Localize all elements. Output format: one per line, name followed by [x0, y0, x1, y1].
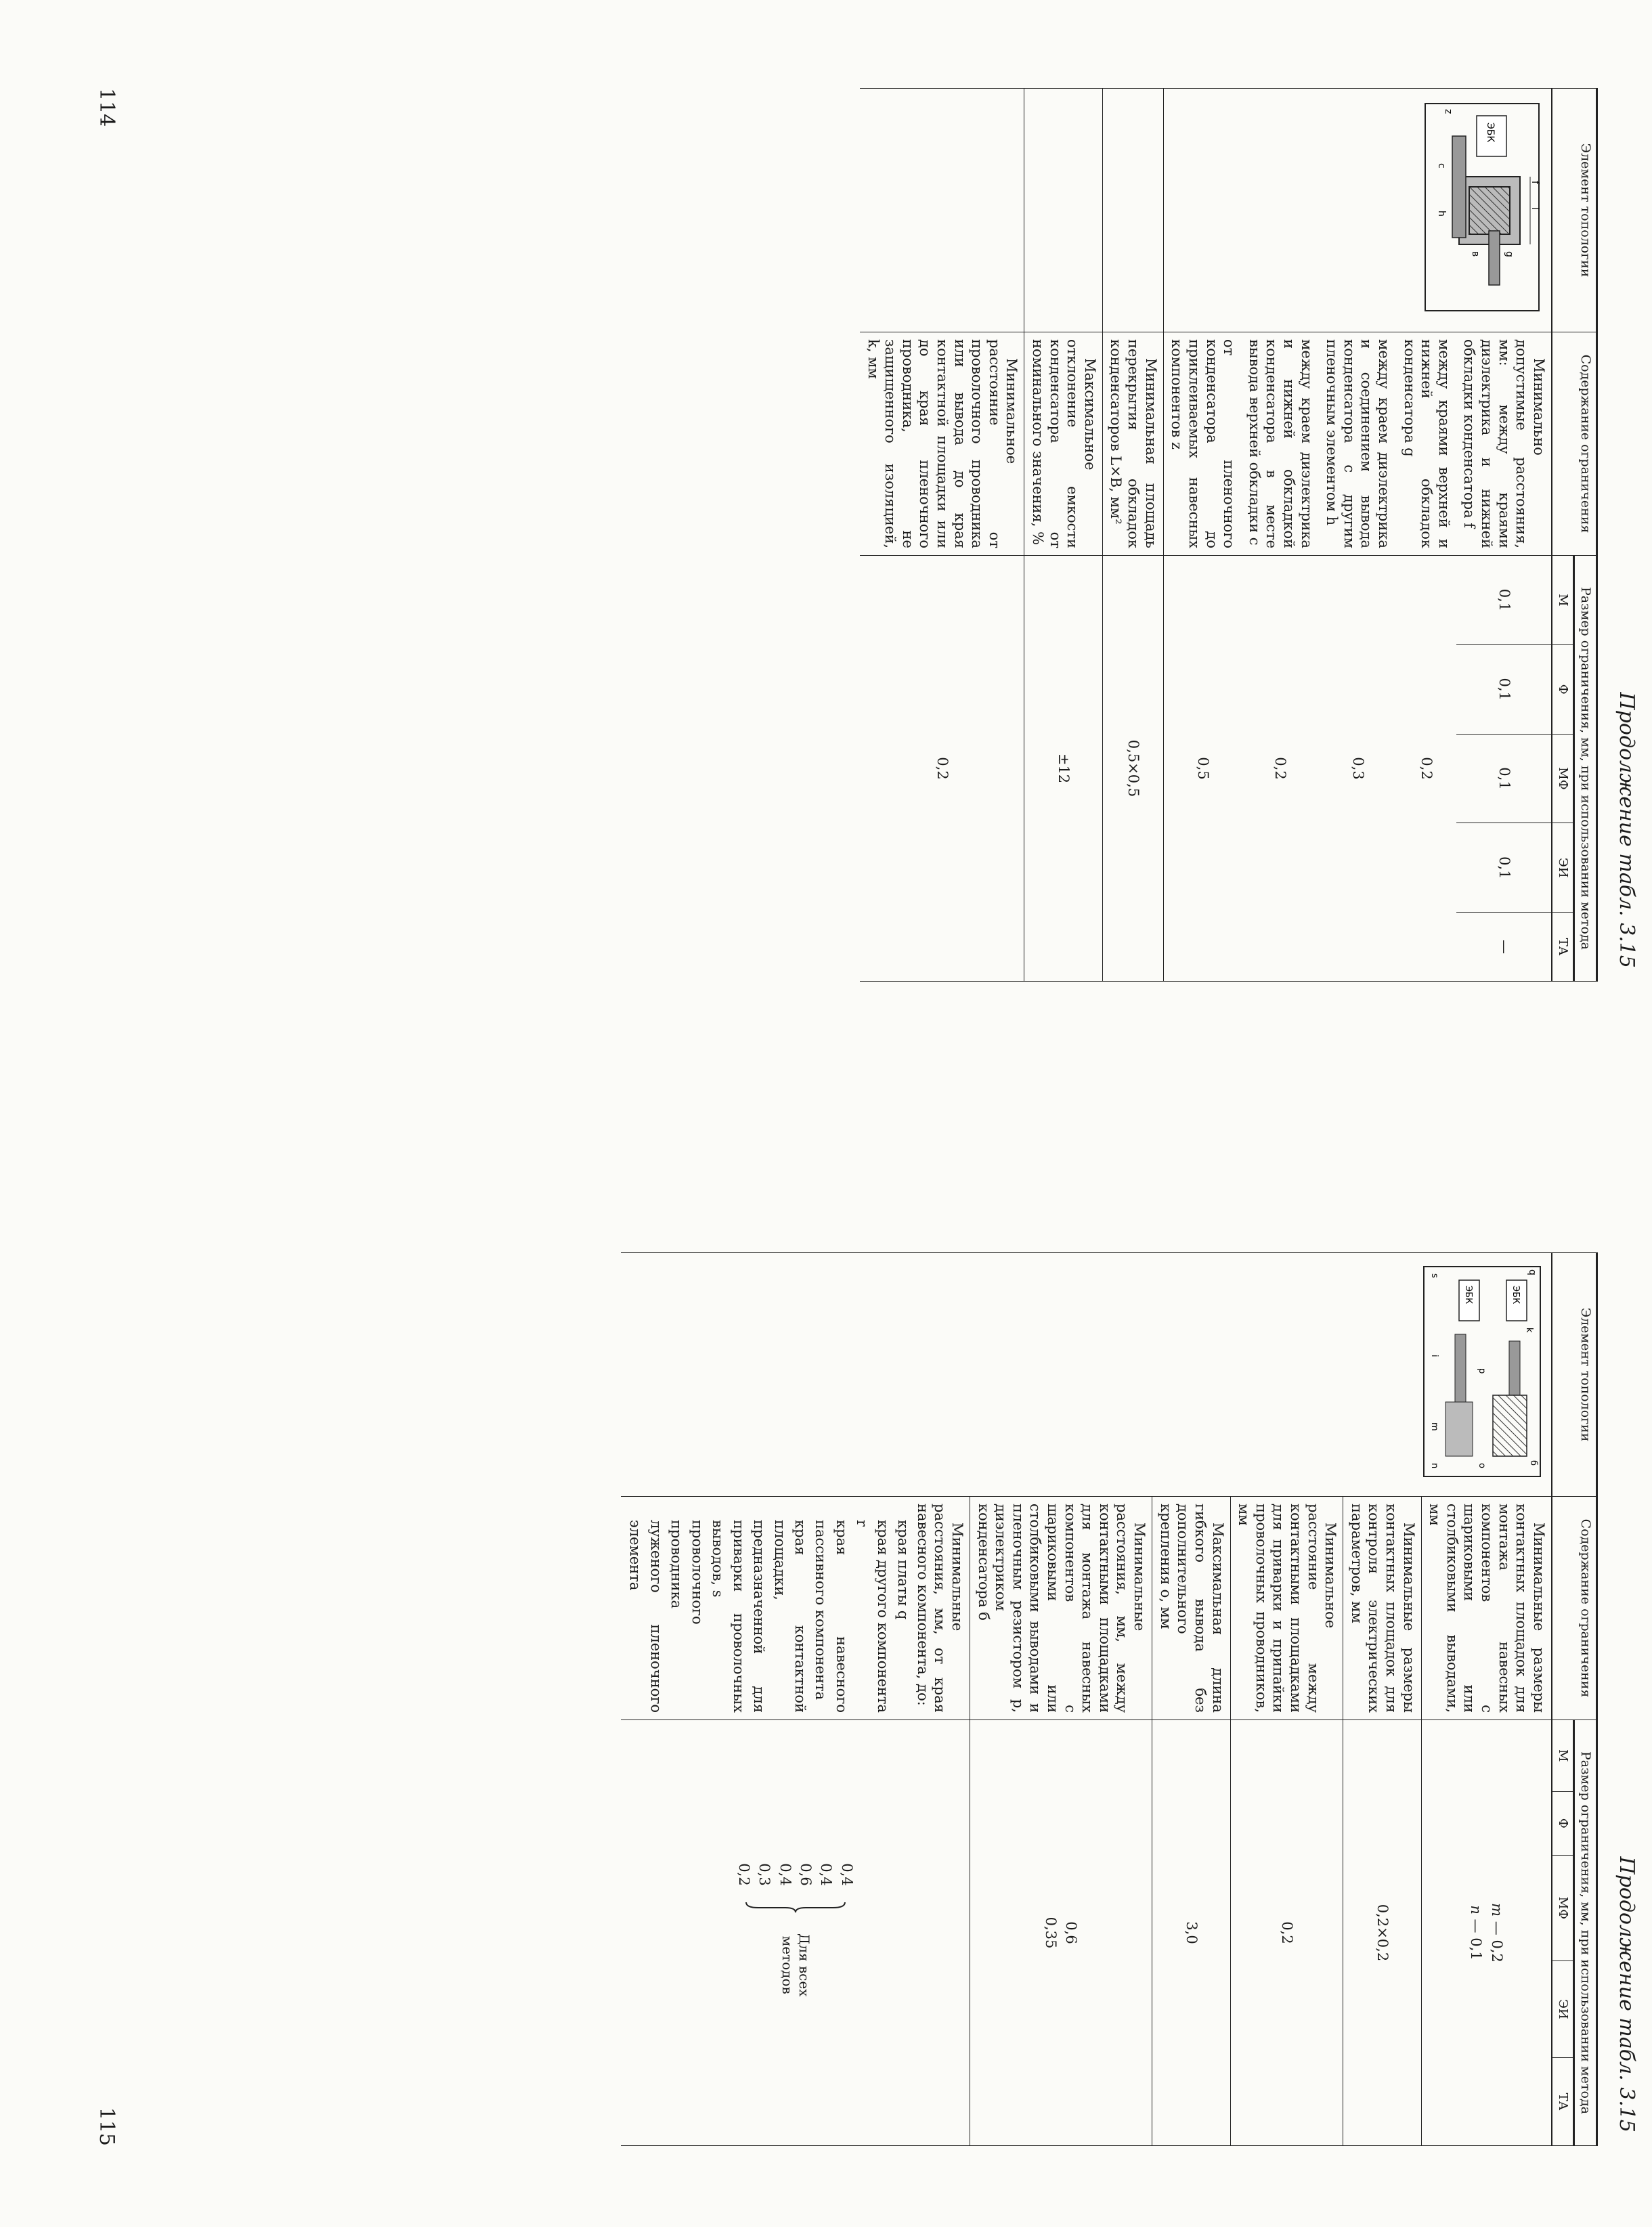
- row-text-4: между краем диэлектрика и нижней обкладкой конденсатора в месте вывода верхней обкладки c: [1241, 332, 1318, 556]
- component-mounting-diagram: [1418, 1260, 1547, 1483]
- row-6-item-2: края другого компонента r: [854, 1520, 891, 1713]
- row-value-4: 0,2: [1241, 556, 1318, 982]
- row-value-1-mf: 0,1: [1456, 734, 1552, 823]
- diagram-label-s: s: [1429, 1273, 1439, 1278]
- table-continuation-label: Продолжение табл. 3.15: [1615, 692, 1638, 968]
- row-value-7: ±12: [1024, 556, 1102, 982]
- header-content: Содержание ограничения: [1552, 1497, 1597, 1720]
- diagram-label-l: l: [1529, 207, 1540, 210]
- curly-brace-icon: [745, 1901, 846, 1913]
- row-6-item-5: проволочного проводника: [668, 1520, 705, 1625]
- row-6-value-1: 0,4: [838, 1863, 855, 1886]
- header-element: Элемент топологии: [1552, 89, 1597, 332]
- diagram-label-c: c: [1435, 163, 1447, 169]
- row-text-4: Максимальная длина гибкого вывода без дополнительного крепления о, мм: [1152, 1497, 1230, 1720]
- diagram-label-ebk: ЭБК: [1484, 123, 1496, 143]
- table-continuation-label: Продолжение табл. 3.15: [1615, 1856, 1638, 2132]
- row-6-value-6: 0,2: [735, 1863, 752, 1886]
- diagram-label-b: в: [1469, 251, 1481, 257]
- header-method-ta: ТА: [1552, 913, 1573, 982]
- diagram-label-i: i: [1429, 1355, 1439, 1357]
- row-text-6: Минимальная площадь перекрытия обкладок конденсаторов L×B, мм²: [1102, 332, 1163, 556]
- row-1-sub-n: n: [1468, 1905, 1485, 1914]
- capacitor-diagram-cell: [1163, 89, 1552, 332]
- mounting-diagram-cell: [621, 1253, 1552, 1497]
- diagram-label-k: k: [1523, 1328, 1534, 1333]
- diagram-label-p: p: [1476, 1368, 1487, 1374]
- row-6-value-3: 0,6: [797, 1863, 814, 1886]
- row-text-2: между краями верхней и нижней обкладок конденсатора g: [1396, 332, 1456, 556]
- row-value-3: 0,2: [1230, 1720, 1343, 2146]
- diagram-label-n: n: [1429, 1463, 1439, 1469]
- constraints-table: [860, 88, 1598, 982]
- row-value-3: 0,3: [1319, 556, 1396, 982]
- row-value-2: 0,2×0,2: [1343, 1720, 1421, 2146]
- row-text-5: Минимальные расстояния, мм, между контактными площадками для монтажа навесных компонентов с шариковыми или столбиковыми выводами и пленочным резистором р, диэлектриком конденсатора б: [970, 1497, 1152, 1720]
- row-1-value-n: 0,1: [1468, 1937, 1485, 1961]
- row-value-4: 3,0: [1152, 1720, 1230, 2146]
- row-6-value-5: 0,3: [756, 1863, 773, 1886]
- row-6-value-2: 0,4: [818, 1863, 835, 1886]
- row-6-item-3: края навесного пассивного компонента: [812, 1520, 850, 1713]
- header-element: Элемент топологии: [1552, 1253, 1597, 1497]
- row-6-item-6: луженого пленочного элемента: [627, 1520, 664, 1713]
- header-method-f: Ф: [1552, 1791, 1573, 1855]
- header-content: Содержание ограничения: [1552, 332, 1597, 556]
- constraints-table: Элемент топологии Содержание ограничения Размер ограничения, мм, при использовании метода М Ф МФ ЭИ ТА q ЭБК ЭБК k s p m n o i б Минимальные размеры контактных площадок для монтажа навесных компонентов с шариковыми или столбиковыми выводами, мм m — 0,2 n — 0,1 Минимальные размеры контактных площадок для контроля электрических параметров, мм 0,2×0,2 Минимальное расстояние между контактными площадками для приварки и припайки проволочных проводников, мм 0,2 Максимальная длина гибкого вывода без дополнительного крепления о, мм 3,0 Минимальные расстояния, мм, между контактными площадками для монтажа навесных компонентов с шариковыми или столбиковыми выводами и пленочным резистором р, диэлектриком конденсатора б 0,6 0,35 Минимальные расстояния, мм, от края навесного компонента, до: края платы q края другого компонента r края навесного пассивного компонента края контактной площадки, предназначенной для приварки проволочных выводов, s проволочного проводника луженого пленочного элемента 0,4 0,4 0,6 0,4 0,3 0,2 Для всех методов: [621, 1252, 1598, 2146]
- row-value-2: 0,2: [1396, 556, 1456, 982]
- row-text-3: между краем диэлектрика и соединением вывода конденсатора с другим пленочным элементом h: [1319, 332, 1396, 556]
- header-method-ta: ТА: [1552, 2057, 1573, 2145]
- row-1-sub-m: m: [1488, 1903, 1505, 1917]
- row-text-1: Минимально допустимые расстояния, мм: между краями диэлектрика и нижней обкладки конденсатора f: [1456, 332, 1552, 556]
- diagram-label-ebk-1: ЭБК: [1510, 1286, 1521, 1305]
- page-114: [0, 0, 1652, 968]
- row-text-2: Минимальные размеры контактных площадок для контроля электрических параметров, мм: [1343, 1497, 1421, 1720]
- header-size: Размер ограничения, мм, при использовании метода: [1573, 556, 1596, 982]
- row-value-1-ei: 0,1: [1456, 823, 1552, 913]
- header-method-ei: ЭИ: [1552, 1961, 1573, 2057]
- diagram-label-g: g: [1503, 251, 1515, 257]
- row-text-3: Минимальное расстояние между контактными площадками для приварки и припайки проволочных проводников, мм: [1230, 1497, 1343, 1720]
- row-6-value-4: 0,4: [777, 1863, 794, 1886]
- header-method-mf: МФ: [1552, 1855, 1573, 1961]
- page-number-114: 114: [95, 88, 118, 127]
- row-6-item-1: края платы q: [895, 1520, 912, 1620]
- header-method-ei: ЭИ: [1552, 823, 1573, 913]
- diagram-label-f: f: [1529, 181, 1540, 184]
- row-value-1-m: 0,1: [1456, 556, 1552, 645]
- diagram-label-z: z: [1442, 109, 1454, 114]
- row-value-5: 0,5: [1163, 556, 1241, 982]
- header-size: Размер ограничения, мм, при использовании метода: [1573, 1720, 1596, 2146]
- page-number-115: 115: [95, 2107, 118, 2146]
- row-text-1: Минимальные размеры контактных площадок для монтажа навесных компонентов с шариковыми или столбиковыми выводами, мм: [1421, 1497, 1552, 1720]
- row-text-5: от пленочного конденсатора до приклеиваемых навесных компонентов z: [1163, 332, 1241, 556]
- page-115: [0, 1164, 1652, 2146]
- header-method-m: М: [1552, 556, 1573, 645]
- header-method-m: М: [1552, 1720, 1573, 1792]
- row-value-1-ta: —: [1456, 913, 1552, 982]
- diagram-label-b: б: [1527, 1460, 1538, 1466]
- row-text-6: Минимальные расстояния, мм, от края навесного компонента, до:: [914, 1504, 965, 1713]
- diagram-label-o: o: [1476, 1463, 1487, 1468]
- row-5-value-b: 0,35: [1043, 1917, 1060, 1949]
- row-text-7: Максимальное отклонение емкости конденсатора от номинального значения, %: [1024, 332, 1102, 556]
- header-method-f: Ф: [1552, 644, 1573, 734]
- diagram-label-q: q: [1526, 1269, 1538, 1275]
- row-value-1-f: 0,1: [1456, 644, 1552, 734]
- row-5-value-p: 0,6: [1063, 1921, 1080, 1944]
- diagram-label-m: m: [1429, 1422, 1439, 1431]
- all-methods-note: Для всех методов: [779, 1933, 812, 1997]
- row-text-8: Минимальное расстояние от проволочного проводника или вывода до края контактной площадки или до края пленочного проводника, не защищенного изоляцией, k, мм: [860, 332, 1024, 556]
- header-method-mf: МФ: [1552, 734, 1573, 823]
- row-6-item-4: края контактной площадки, предназначенной для приварки проволочных выводов, s: [710, 1520, 808, 1713]
- capacitor-topology-diagram: [1418, 95, 1547, 319]
- row-value-6: 0,5×0,5: [1102, 556, 1163, 982]
- diagram-label-ebk-2: ЭБК: [1462, 1286, 1473, 1305]
- diagram-label-h: h: [1435, 211, 1447, 217]
- row-1-value-m: 0,2: [1488, 1940, 1505, 1963]
- row-value-8: 0,2: [860, 556, 1024, 982]
